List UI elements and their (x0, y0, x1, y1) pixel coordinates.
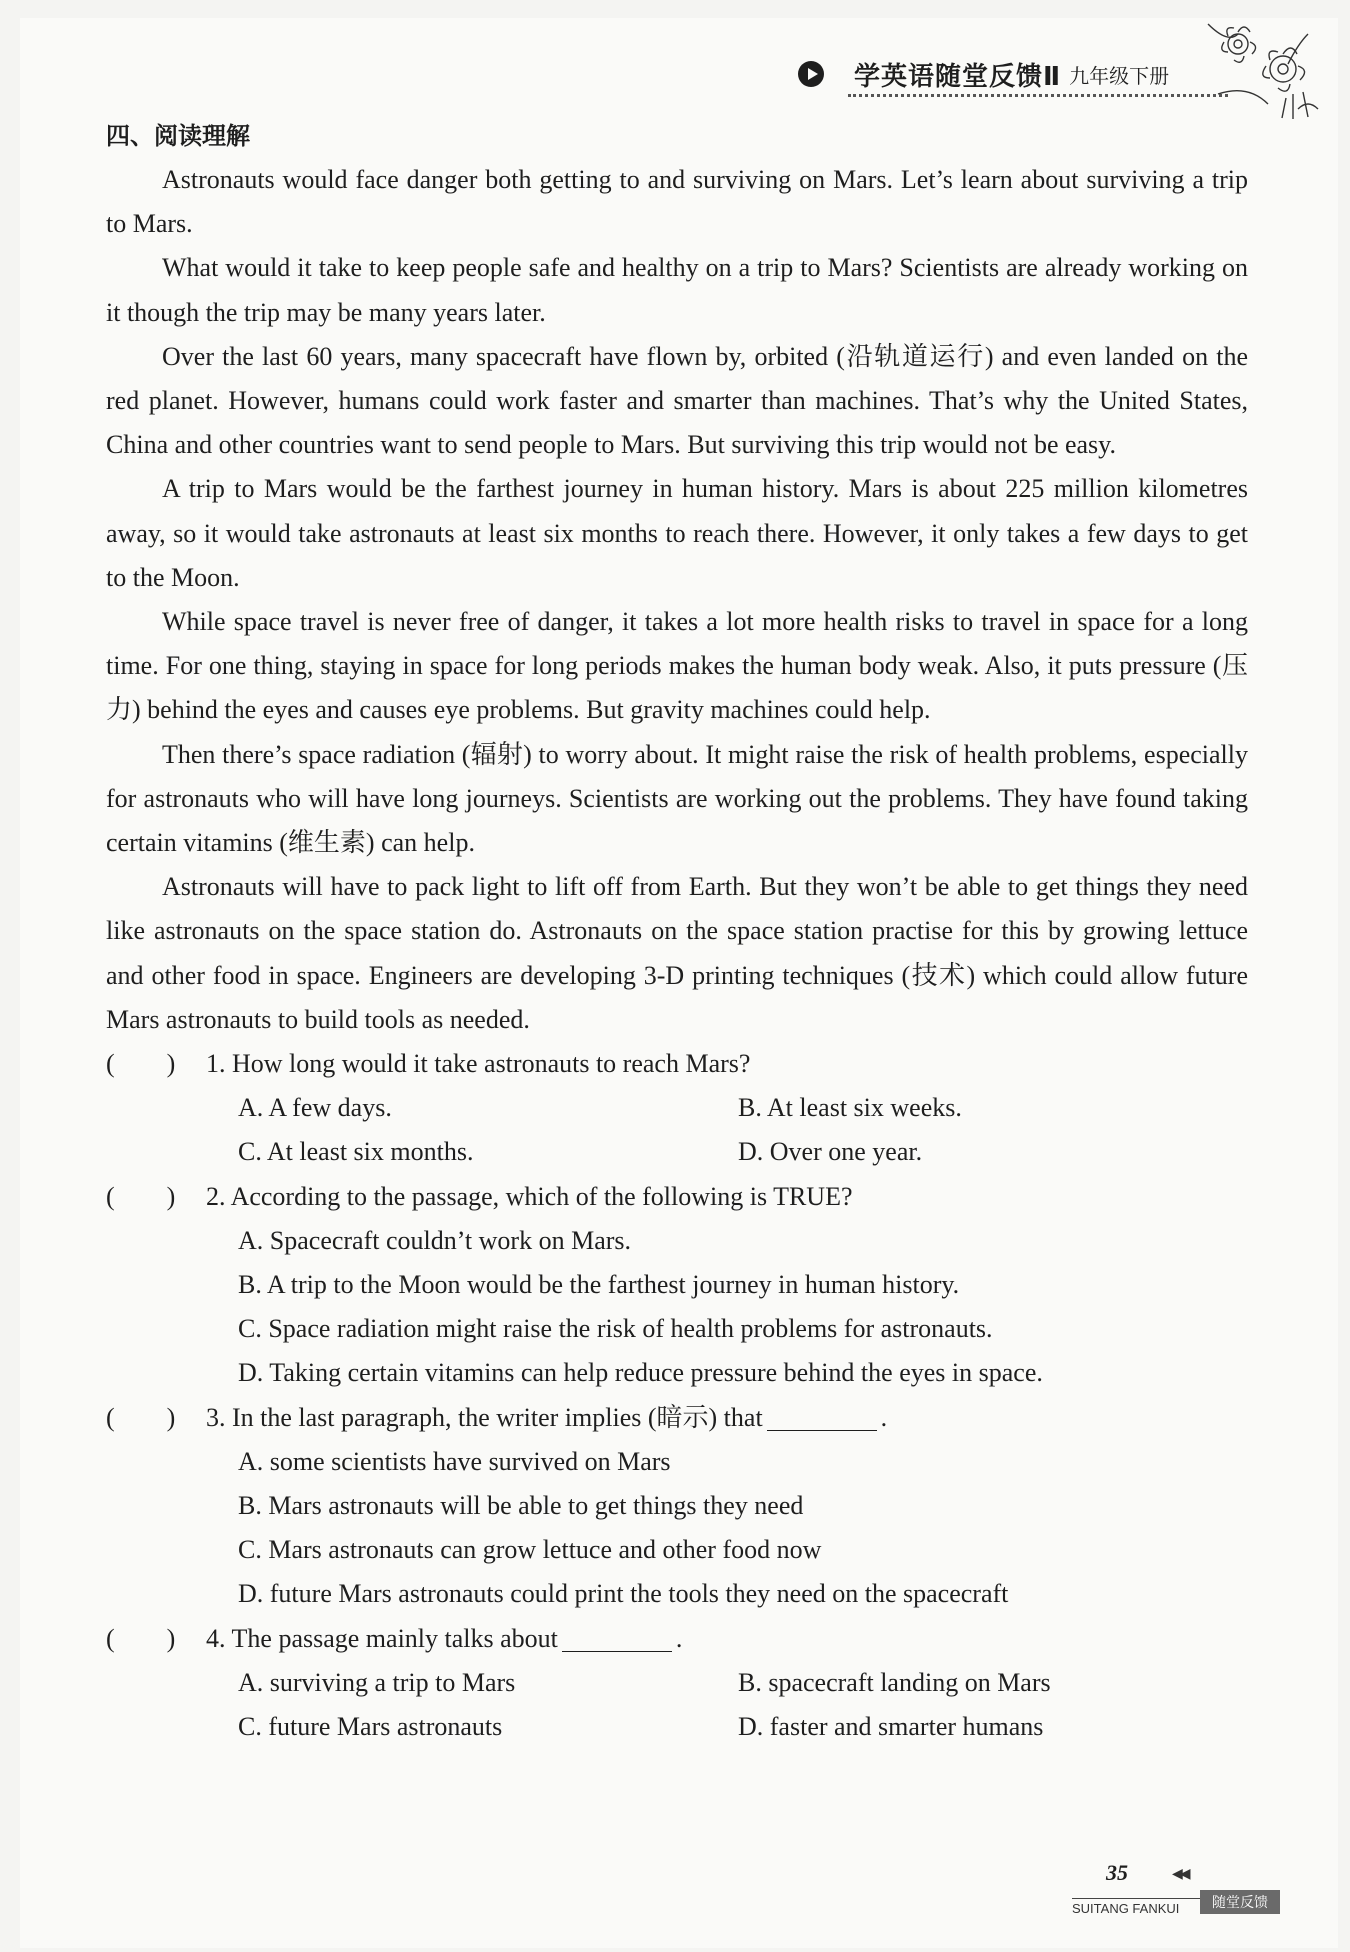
option-a: A. A few days. (238, 1093, 392, 1123)
question-stem: 2. According to the passage, which of the following is TRUE? (206, 1181, 853, 1211)
footer-brand: SUITANG FANKUI (1072, 1898, 1200, 1916)
options-row (106, 1086, 1248, 1130)
footer-badge: 随堂反馈 (1200, 1890, 1280, 1914)
passage-paragraph: A trip to Mars would be the farthest journey in human history. Mars is about 225 million kilometres away, so it would take astronauts at least six months to reach there. However, it only takes a few days to get to the Moon. (106, 474, 1248, 592)
options-row (106, 1130, 1248, 1174)
option-b: B. At least six weeks. (738, 1093, 962, 1123)
passage-paragraph: Over the last 60 years, many spacecraft have flown by, orbited (沿轨道运行) and even landed on the red planet. However, humans could work faster and smarter than machines. That’s why the United States, China and other countries want to send people to Mars. But surviving this trip would not be easy. (106, 341, 1248, 460)
option-a: A. some scientists have survived on Mars (238, 1446, 671, 1476)
option-b: B. A trip to the Moon would be the farthest journey in human history. (238, 1270, 960, 1299)
main-content (106, 120, 1248, 1749)
answer-slot[interactable]: ( ) (106, 1049, 176, 1079)
option-c: C. Mars astronauts can grow lettuce and other food now (238, 1535, 822, 1565)
option-d: D. faster and smarter humans (738, 1711, 1044, 1741)
option-b: B. Mars astronauts will be able to get things they need (238, 1490, 804, 1520)
sentence-end: . (880, 1402, 888, 1432)
book-subtitle: 九年级下册 (1069, 63, 1170, 88)
question-1 (106, 1042, 1248, 1086)
question-stem: 1. How long would it take astronauts to reach Mars? (206, 1049, 751, 1079)
answer-slot[interactable]: ( ) (106, 1623, 176, 1653)
option-b: B. spacecraft landing on Mars (738, 1667, 1051, 1697)
fill-blank[interactable] (767, 1404, 877, 1431)
question-3 (106, 1396, 1248, 1440)
options-row (106, 1661, 1248, 1705)
sentence-end: . (675, 1623, 683, 1653)
question-stem: 4. The passage mainly talks about (206, 1623, 558, 1653)
fill-blank[interactable] (562, 1625, 672, 1652)
question-4 (106, 1617, 1248, 1661)
header-divider (848, 94, 1228, 97)
options-row (106, 1705, 1248, 1749)
passage-paragraph: What would it take to keep people safe and healthy on a trip to Mars? Scientists are already working on it though the trip may be many years later. (106, 253, 1248, 327)
option-d: D. Taking certain vitamins can help reduce pressure behind the eyes in space. (238, 1358, 1043, 1388)
passage-paragraph: Then there’s space radiation (辐射) to worry about. It might raise the risk of health problems, especially for astronauts who will have long journeys. Scientists are working out the problems. They have found taking certain vitamins (维生素) can help. (106, 739, 1248, 858)
passage-paragraph: While space travel is never free of danger, it takes a lot more health risks to travel in space for a long time. For one thing, staying in space for long periods makes the human body weak. Also, it puts pressure (压力) behind the eyes and causes eye problems. But gravity machines could help. (106, 607, 1248, 725)
question-2 (106, 1175, 1248, 1219)
option-d: D. future Mars astronauts could print the tools they need on the spacecraft (238, 1579, 1009, 1609)
option-c: C. Space radiation might raise the risk of health problems for astronauts. (238, 1314, 993, 1344)
answer-slot[interactable]: ( ) (106, 1181, 176, 1211)
passage-paragraph: Astronauts will have to pack light to lift off from Earth. But they won’t be able to get things they need like astronauts on the space station do. Astronauts on the space station practise for this by growing lettuce and other food in space. Engineers are developing 3-D printing techniques (技术) which could allow future Mars astronauts to build tools as needed. (106, 872, 1248, 1034)
book-title: 学英语随堂反馈Ⅱ (854, 61, 1062, 92)
option-a: A. surviving a trip to Mars (238, 1667, 516, 1697)
option-c: C. future Mars astronauts (238, 1711, 503, 1741)
option-c: C. At least six months. (238, 1137, 474, 1167)
passage-paragraph: Astronauts would face danger both getting to and surviving on Mars. Let’s learn about surviving a trip to Mars. (106, 165, 1248, 239)
answer-slot[interactable]: ( ) (106, 1402, 176, 1432)
page-number: 35 (1106, 1860, 1128, 1885)
option-d: D. Over one year. (738, 1137, 923, 1167)
question-stem: 3. In the last paragraph, the writer implies (暗示) that (206, 1402, 763, 1432)
page-header (798, 50, 1248, 98)
double-arrow-left-icon: ◀◀ (1172, 1867, 1188, 1882)
option-a: A. Spacecraft couldn’t work on Mars. (238, 1225, 632, 1255)
section-title: 四、阅读理解 (106, 122, 250, 150)
play-icon (798, 61, 824, 87)
